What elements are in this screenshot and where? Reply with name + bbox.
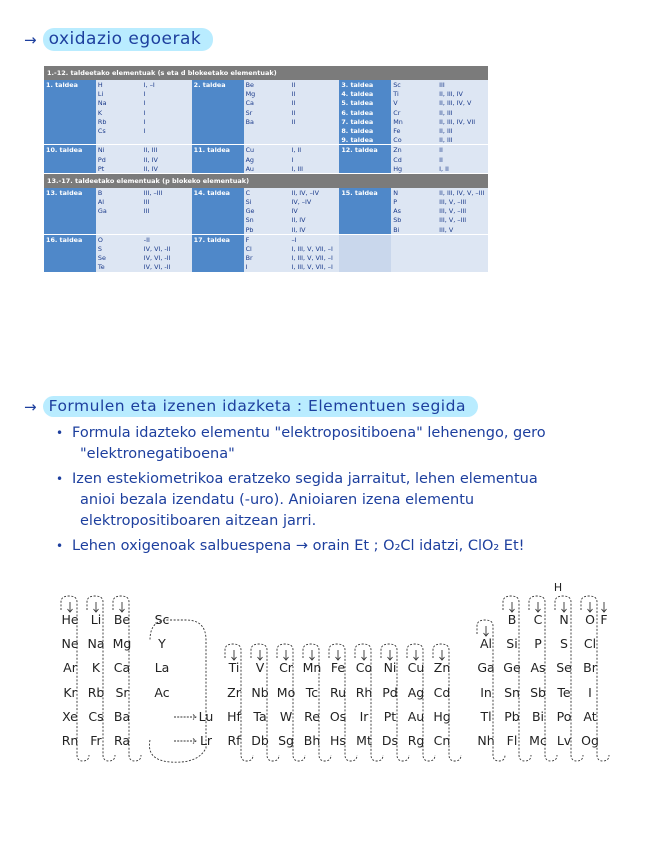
right-arrow-icon <box>174 739 196 744</box>
sequence-loop <box>477 620 505 761</box>
element-sn: Sn <box>504 685 520 700</box>
element-na: Na <box>87 636 105 651</box>
element-symbol: P <box>393 198 398 207</box>
right-arrow-icon <box>174 715 196 720</box>
element-cr: Cr <box>279 660 293 675</box>
element-s: S <box>560 636 568 651</box>
element-symbol: Ca <box>245 99 254 108</box>
down-arrow-icon <box>68 602 73 612</box>
group-label: 12. taldea <box>341 146 378 155</box>
element-symbol: Ga <box>97 207 107 216</box>
bullet-line: Izen estekiometrikoa eratzeko segida jarraitut, lehen elementua <box>72 471 538 487</box>
down-arrow-icon <box>588 602 593 612</box>
oxidation-value: II <box>291 108 296 117</box>
element-rh: Rh <box>355 685 373 700</box>
bullet-line: Formula idazteko elementu "elektropositiboena" lehenengo, gero <box>72 425 546 441</box>
element-p: P <box>534 636 542 651</box>
element-symbol: Cl <box>245 245 252 253</box>
element-sb: Sb <box>530 685 546 700</box>
element-n: N <box>559 612 569 627</box>
element-ag: Ag <box>407 685 425 700</box>
element-symbol: Br <box>245 254 253 263</box>
group-label: 9. taldea <box>341 136 374 145</box>
element-in: In <box>480 685 492 700</box>
table-block-title: 13.-17. taldeetako elementuak (p blokeko elementuak) <box>44 174 488 188</box>
oxidation-value: I <box>143 108 146 117</box>
oxidation-value: II, IV, –IV <box>291 188 320 197</box>
oxidation-value: –I <box>291 235 297 244</box>
element-si: Si <box>506 636 518 651</box>
group-label: 1. taldea <box>46 81 78 89</box>
group-label: 2. taldea <box>193 81 226 89</box>
oxidation-value: II, IV <box>143 164 158 173</box>
element-he: He <box>61 612 79 627</box>
bullet-dot: • <box>56 539 64 553</box>
element-sg: Sg <box>278 733 294 748</box>
element-pt: Pt <box>383 709 397 724</box>
down-arrow-icon <box>562 602 567 612</box>
oxidation-value: II <box>439 155 443 164</box>
element-be: Be <box>113 612 131 627</box>
element-symbol: Cr <box>393 108 401 117</box>
oxidation-value: I, III <box>291 164 304 173</box>
sequence-loop <box>355 644 383 761</box>
element-symbol: V <box>393 99 398 108</box>
element-symbol: As <box>393 207 401 216</box>
element-ru: Ru <box>329 685 347 700</box>
element-i: I <box>588 685 592 700</box>
element-symbol: Sb <box>393 216 402 225</box>
element-ne: Ne <box>61 636 79 651</box>
element-symbol: B <box>97 188 103 197</box>
element-symbol: O <box>97 235 103 244</box>
element-symbol: Co <box>393 136 402 145</box>
oxidation-value: II, III, IV <box>439 90 463 99</box>
element-fe: Fe <box>330 660 346 675</box>
element-symbol: F <box>245 235 250 244</box>
oxidation-value: III, V, –III <box>439 216 467 225</box>
oxidation-value: II, III, IV, VII <box>439 117 476 126</box>
group-label: 13. taldea <box>46 188 83 197</box>
element-sc: Sc <box>154 612 170 627</box>
oxidation-value: II, III <box>439 136 453 145</box>
element-symbol: Ba <box>245 117 254 126</box>
oxidation-value: I, III, V, VII, –I <box>291 254 333 263</box>
oxidation-value: II, III <box>143 146 158 155</box>
element-cl: Cl <box>583 636 597 651</box>
element-se: Se <box>556 660 572 675</box>
arrow-icon: → <box>24 397 37 416</box>
table-block-title: 1.-12. taldeetako elementuak (s eta d blokeetako elementuak) <box>44 66 488 80</box>
element-re: Re <box>304 709 320 724</box>
element-c: C <box>533 612 543 627</box>
element-symbol: Hg <box>393 164 403 173</box>
element-hf: Hf <box>227 709 241 724</box>
oxidation-value: I, –I <box>143 81 155 89</box>
element-symbol: Ni <box>97 146 105 155</box>
oxidation-value: II <box>291 99 296 108</box>
oxidation-value: IV <box>291 207 298 216</box>
element-bh: Bh <box>303 733 321 748</box>
element-symbol: H <box>97 81 103 89</box>
element-symbol: Na <box>97 99 107 108</box>
sequence-loop <box>433 644 461 761</box>
oxidation-value: II <box>291 81 296 89</box>
element-pd: Pd <box>382 685 398 700</box>
element-symbol: Mg <box>245 90 256 99</box>
sequence-loop <box>581 596 609 761</box>
down-arrow-icon <box>310 650 315 660</box>
element-ta: Ta <box>253 709 267 724</box>
element-tc: Tc <box>305 685 319 700</box>
element-hs: Hs <box>330 733 346 748</box>
element-os: Os <box>329 709 347 724</box>
element-symbol: I <box>245 263 248 272</box>
element-pb: Pb <box>504 709 520 724</box>
element-symbol: Rb <box>97 117 107 126</box>
element-symbol: Bi <box>393 225 400 234</box>
oxidation-value: II <box>291 90 296 99</box>
element-symbol: Ge <box>245 207 255 216</box>
element-rg: Rg <box>407 733 425 748</box>
oxidation-value: I <box>143 90 146 99</box>
element-ca: Ca <box>113 660 131 675</box>
oxidation-value: II, III, IV, V <box>439 99 472 108</box>
down-arrow-icon <box>536 602 541 612</box>
element-rf: Rf <box>227 733 241 748</box>
element-lv: Lv <box>556 733 572 748</box>
element-xe: Xe <box>62 709 78 724</box>
element-symbol: K <box>97 108 103 117</box>
element-symbol: Li <box>97 90 104 99</box>
element-symbol: Ag <box>245 155 254 164</box>
element-ds: Ds <box>381 733 399 748</box>
oxidation-value: III, V <box>439 225 454 234</box>
down-arrow-icon <box>414 650 419 660</box>
element-db: Db <box>251 733 269 748</box>
oxidation-value: III <box>143 198 150 207</box>
element-symbol: C <box>245 188 251 197</box>
element-symbol: Cu <box>245 146 255 155</box>
element-f: F <box>600 612 608 627</box>
bullet-dot: • <box>56 426 64 440</box>
element-lr: Lr <box>199 733 213 748</box>
sequence-loop <box>225 644 253 761</box>
element-symbol: Pt <box>97 164 105 173</box>
sequence-loop <box>555 596 583 761</box>
element-te: Te <box>557 685 571 700</box>
element-symbol: Pd <box>97 155 106 164</box>
group-label: 16. taldea <box>46 235 83 244</box>
oxidation-value: I, III, V, VII, –I <box>291 263 333 272</box>
group-label: 7. taldea <box>341 117 374 126</box>
element-mo: Mo <box>276 685 296 700</box>
down-arrow-icon <box>336 650 341 660</box>
sequence-loop <box>87 596 115 761</box>
element-v: V <box>255 660 265 675</box>
element-fr: Fr <box>90 733 102 748</box>
oxidation-value: I, II <box>291 146 302 155</box>
element-symbol: Si <box>245 198 252 207</box>
element-symbol: Sc <box>393 81 401 89</box>
group-label: 8. taldea <box>341 126 374 135</box>
oxidation-value: II, III, IV, V, –III <box>439 188 485 197</box>
arrow-icon: → <box>24 30 37 49</box>
element-rb: Rb <box>87 685 105 700</box>
element-fl: Fl <box>506 733 518 748</box>
element-symbol: Mn <box>393 117 403 126</box>
oxidation-value: II <box>439 146 443 155</box>
element-ir: Ir <box>359 709 369 724</box>
element-symbol: Se <box>97 254 106 263</box>
sequence-loop <box>251 644 279 761</box>
sequence-loop <box>407 644 435 761</box>
element-y: Y <box>158 636 166 651</box>
oxidation-value: III <box>439 81 445 89</box>
element-ac: Ac <box>154 685 170 700</box>
oxidation-value: II <box>291 117 296 126</box>
element-og: Og <box>581 733 599 748</box>
oxidation-value: III, –III <box>143 188 163 197</box>
oxidation-value: I <box>291 155 294 164</box>
element-po: Po <box>556 709 572 724</box>
oxidation-value: I <box>143 126 146 135</box>
oxidation-value: I <box>143 117 146 126</box>
element-b: B <box>507 612 517 627</box>
element-zn: Zn <box>433 660 451 675</box>
group-label: 6. taldea <box>341 108 374 117</box>
oxidation-value: I <box>143 99 146 108</box>
element-br: Br <box>583 660 597 675</box>
bullet-line: elektropositiboaren aitzean jarri. <box>80 513 317 529</box>
oxidation-value: IV, –IV <box>291 198 312 207</box>
element-symbol: Pb <box>245 225 254 234</box>
element-bi: Bi <box>531 709 545 724</box>
group-label: 4. taldea <box>341 90 374 99</box>
element-sr: Sr <box>115 685 129 700</box>
element-kr: Kr <box>63 685 77 700</box>
down-arrow-icon <box>510 602 515 612</box>
oxidation-value: II, IV <box>291 216 306 225</box>
element-la: La <box>154 660 170 675</box>
element-ni: Ni <box>383 660 397 675</box>
down-arrow-icon <box>94 602 99 612</box>
down-arrow-icon <box>362 650 367 660</box>
bullet-dot: • <box>56 472 64 486</box>
group-label: 3. taldea <box>341 81 374 89</box>
oxidation-value: II, IV <box>143 155 158 164</box>
down-arrow-icon <box>284 650 289 660</box>
down-arrow-icon <box>484 626 489 636</box>
oxidation-value: III, V, –III <box>439 207 467 216</box>
element-nb: Nb <box>251 685 269 700</box>
element-co: Co <box>355 660 373 675</box>
sequence-loop <box>503 596 531 761</box>
element-symbol: Cs <box>97 126 106 135</box>
element-cu: Cu <box>407 660 425 675</box>
heading-title: Formulen eta izenen idazketa : Elementuen segida <box>43 396 478 417</box>
element-symbol: Zn <box>393 146 402 155</box>
element-rn: Rn <box>61 733 79 748</box>
element-ar: Ar <box>63 660 77 675</box>
down-arrow-icon <box>602 602 607 612</box>
element-symbol: Te <box>97 263 105 272</box>
element-cd: Cd <box>433 685 451 700</box>
element-tl: Tl <box>480 709 492 724</box>
element-ra: Ra <box>113 733 131 748</box>
element-symbol: Au <box>245 164 254 173</box>
group-label: 10. taldea <box>46 146 83 155</box>
sequence-loop <box>277 644 305 761</box>
element-ti: Ti <box>228 660 240 675</box>
oxidation-value: III, V, –III <box>439 198 467 207</box>
element-ga: Ga <box>477 660 495 675</box>
element-h: H <box>553 581 563 594</box>
group-label: 14. taldea <box>193 188 230 197</box>
oxidation-value: -II <box>143 235 150 244</box>
down-arrow-icon <box>440 650 445 660</box>
element-symbol: Fe <box>393 126 401 135</box>
element-cs: Cs <box>88 709 104 724</box>
element-symbol: Al <box>97 198 105 207</box>
sequence-loop <box>113 596 141 761</box>
oxidation-value: IV, VI, -II <box>143 263 171 272</box>
element-nh: Nh <box>477 733 495 748</box>
down-arrow-icon <box>120 602 125 612</box>
element-al: Al <box>479 636 493 651</box>
element-au: Au <box>407 709 425 724</box>
bullet-line: Lehen oxigenoak salbuespena → orain Et ; O₂Cl idatzi, ClO₂ Et! <box>72 538 525 554</box>
sequence-loop <box>61 596 89 761</box>
element-mg: Mg <box>112 636 132 651</box>
element-symbol: Be <box>245 81 254 89</box>
element-symbol: Ti <box>393 90 399 99</box>
group-label: 11. taldea <box>193 146 230 155</box>
bullet-line: anioi bezala izendatu (-uro). Anioiaren izena elementu <box>80 492 475 508</box>
element-w: W <box>279 709 293 724</box>
element-o: O <box>585 612 595 627</box>
group-label: 17. taldea <box>193 235 230 244</box>
element-symbol: S <box>97 245 102 253</box>
down-arrow-icon <box>232 650 237 660</box>
element-ba: Ba <box>113 709 131 724</box>
element-li: Li <box>90 612 102 627</box>
element-mc: Mc <box>529 733 547 748</box>
element-symbol: N <box>393 188 399 197</box>
oxidation-value: II, III <box>439 126 453 135</box>
oxidation-value: IV, VI, -II <box>143 245 171 253</box>
element-hg: Hg <box>433 709 451 724</box>
sequence-loop <box>329 644 357 761</box>
oxidation-value: III <box>143 207 150 216</box>
element-as: As <box>530 660 546 675</box>
oxidation-value: IV, VI, -II <box>143 254 171 263</box>
sequence-loop <box>381 644 409 761</box>
element-cn: Cn <box>433 733 451 748</box>
element-mt: Mt <box>356 733 372 748</box>
element-symbol: Cd <box>393 155 402 164</box>
element-mn: Mn <box>302 660 322 675</box>
down-arrow-icon <box>258 650 263 660</box>
element-ge: Ge <box>503 660 521 675</box>
oxidation-value: I, III, V, VII, –I <box>291 245 333 253</box>
element-k: K <box>91 660 101 675</box>
element-symbol: Sn <box>245 216 254 225</box>
group-label: 15. taldea <box>341 188 378 197</box>
oxidation-value: II, IV <box>291 225 306 234</box>
oxidation-value: I, II <box>439 164 449 173</box>
down-arrow-icon <box>388 650 393 660</box>
oxidation-value: II, III <box>439 108 453 117</box>
element-lu: Lu <box>198 709 214 724</box>
group-label: 5. taldea <box>341 99 374 108</box>
bullet-line: "elektronegatiboena" <box>80 446 235 462</box>
sequence-loop <box>529 596 557 761</box>
sequence-loop <box>303 644 331 761</box>
element-at: At <box>583 709 597 724</box>
element-zr: Zr <box>227 685 241 700</box>
element-symbol: Sr <box>245 108 253 117</box>
heading-title: oxidazio egoerak <box>43 28 214 51</box>
